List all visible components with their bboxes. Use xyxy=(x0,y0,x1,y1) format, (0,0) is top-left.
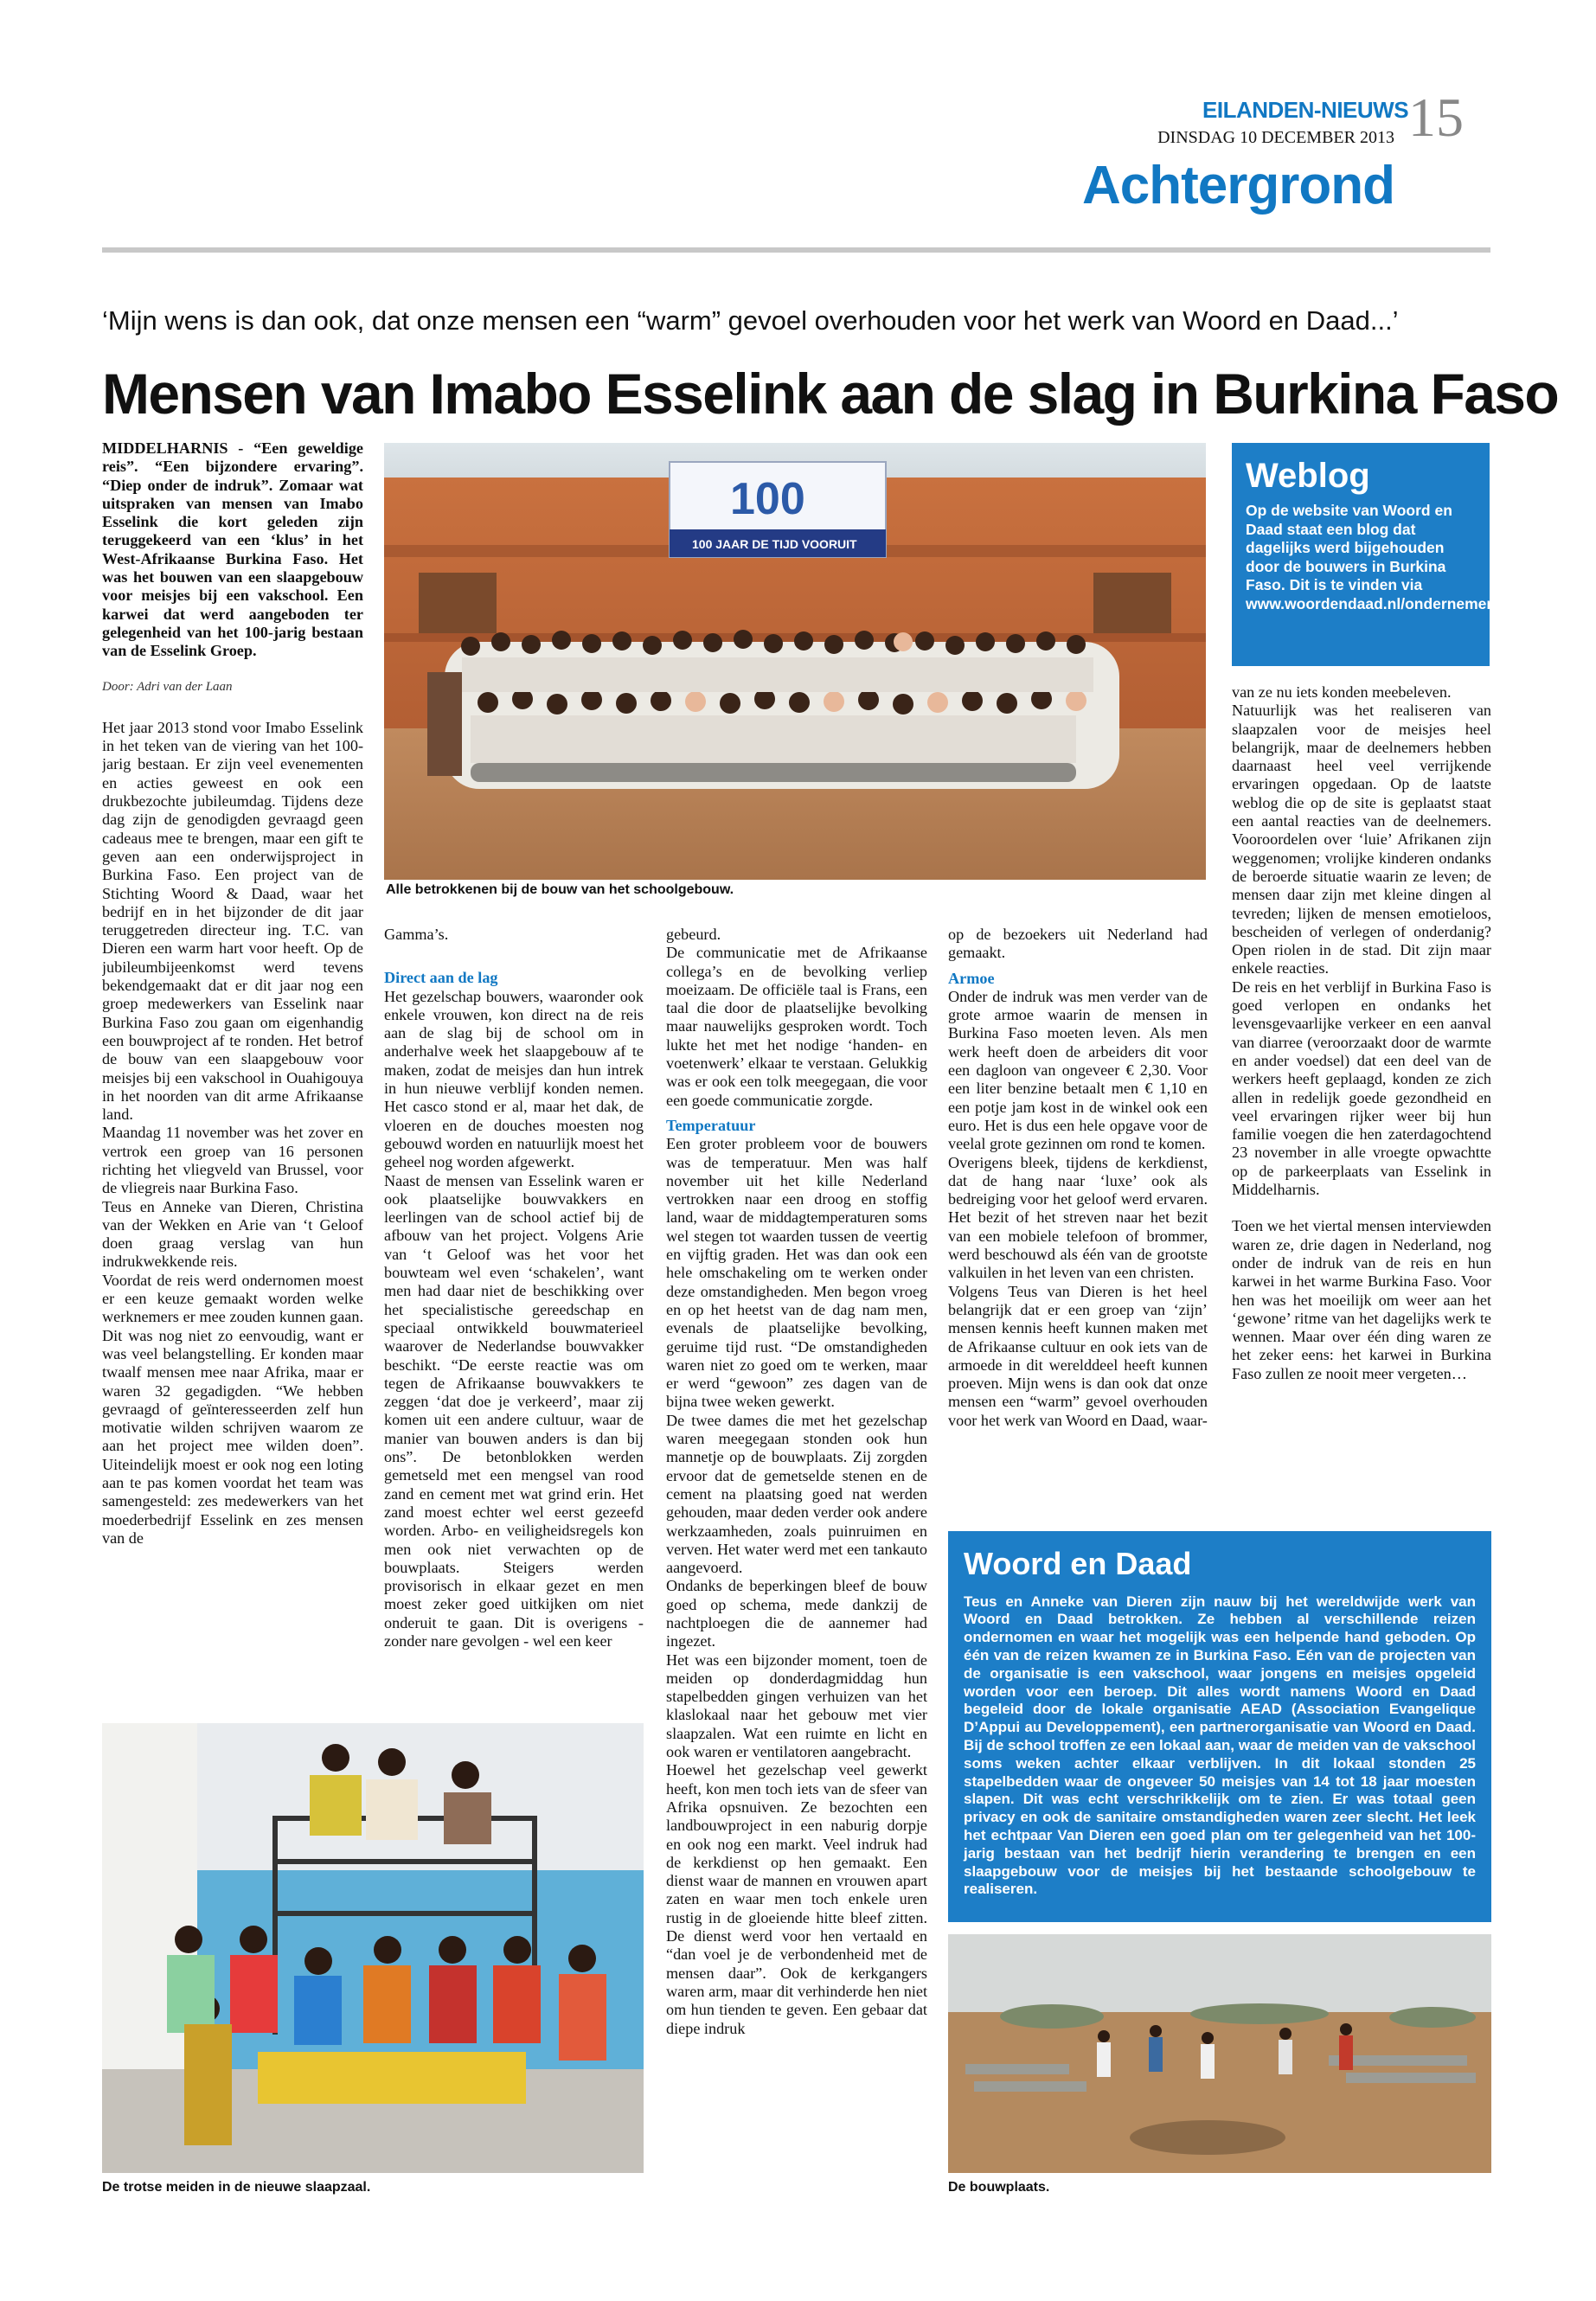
group-photo-caption: Alle betrokkenen bij de bouw van het schoolgebouw. xyxy=(386,882,734,897)
article-column-2 xyxy=(384,926,644,1715)
woord-en-daad-body: Teus en Anneke van Dieren zijn nauw bij het wereldwijde werk van Woord en Daad betrokken. Ze hebben al verschillende reizen ondernomen en waar het mogelijk was een helpende hand geboden. Op één van de reizen kwamen ze in Burkina Faso. Eén van de projecten van de organisatie is een vakschool, waar jongens en meisjes opgeleid worden voor een beroep. Dit alles wordt namens Woord en Daad begeleid door de lokale organisatie AEAD (Association Evangelique D’Appui au Developpement), een partnerorganisatie van Woord en Daad. Bij de school troffen ze een lokaal aan, waar de meiden van de vakschool soms weken achter elkaar verblijven. In dit lokaal stonden 25 stapelbedden waar de ongeveer 50 meisjes van 14 tot 18 jaar moesten slapen. Dit was echt verschrikkelijk om te zien. Er was totaal geen privacy en ook de sanitaire omstandigheden waren zeer slecht. Het leek het echtpaar Van Dieren een goed plan om ter gelegenheid van het 100-jarig bestaan van het bedrijf hierin verandering te brengen en een slaapgebouw voor de meisjes bij het bestaande schoolgebouw te realiseren. xyxy=(964,1593,1476,1898)
paragraph: Maandag 11 november was het zover en vertrok een groep van 16 personen richting het vliegveld van Brussel, voor de vliegreis naar Burkina Faso. xyxy=(102,1124,363,1197)
paragraph: Naast de mensen van Esselink waren er ook plaatselijke bouwvakkers en leerlingen van de school actief bij de afbouw van het project. Volgens Arie van ‘t Geloof was het voor het bouwteam wel even ‘schakelen’, want men had daar niet de beschikking over het specialistische gereedschap en speciaal ontwikkeld bouwmaterieel waarover de Nederlandse bouwvakker beschikt. “De eerste reactie was om tegen de Afrikaanse bouwvakkers te zeggen ‘dat doe je verkeerd’, maar zij komen uit een andere cultuur, waar de manier van bouwen anders is dan bij ons”. De betonblokken werden gemetseld met een mengsel van rood zand en cement met wat grind erin. Het zand moest echter wel eerst gezeefd worden. Arbo- en veiligheidsregels kon men ook niet verwachten op de bouwplaats. Steigers werden provisorisch in elkaar gezet en men moest zeker goed uitkijken om niet onderuit te gaan. Dit is overigens - zonder nare gevolgen - wel een keer xyxy=(384,1171,644,1650)
weblog-title: Weblog xyxy=(1246,457,1370,495)
group-photo-image xyxy=(384,443,1206,880)
girls-photo xyxy=(102,1723,644,2173)
banner-number: 100 xyxy=(730,474,805,524)
article-column-4 xyxy=(948,926,1208,1522)
issue-date: DINSDAG 10 DECEMBER 2013 xyxy=(1157,128,1394,147)
article-headline: Mensen van Imabo Esselink aan de slag in Burkina Faso xyxy=(102,362,1559,426)
header-divider xyxy=(102,247,1490,253)
paragraph: Gamma’s. xyxy=(384,926,449,943)
paragraph: Teus en Anneke van Dieren, Christina van der Wekken en Arie van ‘t Geloof doen graag verslag van hun indrukwekkende reis. xyxy=(102,1197,363,1271)
site-photo xyxy=(948,1934,1491,2173)
banner-text: 100 JAAR DE TIJD VOORUIT xyxy=(692,537,857,551)
paragraph: Onder de indruk was men verder van de grote armoe waarin de mensen in Burkina Faso moeten leven. Als men werk heeft doen de arbeiders dit voor een dagloon van ongeveer € 2,30. Voor een liter benzine betaalt men € 1,10 en een potje jam kost in de winkel ook een euro. Het is dus een hele opgave voor de veelal grote gezinnen om rond te komen. xyxy=(948,987,1208,1153)
pull-quote: ‘Mijn wens is dan ook, dat onze mensen een “warm” gevoel overhouden voor het werk van Woord en Daad...’ xyxy=(102,305,1399,336)
weblog-box xyxy=(1232,443,1546,666)
paragraph: Hoewel het gezelschap veel gewerkt heeft, kon men toch iets van de sfeer van Afrika opsnuiven. Ze bezochten een landbouwproject in een naburig dorpje en ook nog een markt. Veel indruk had de kerkdienst op hen gemaakt. Een dienst waar de mannen en vrouwen apart zaten en waar men toch enkele uren rustig in de gloeiende hitte bleef zitten. De dienst werd voor hen vertaald en “dan voel je de verbondenheid met de mensen daar”. Ook de kerkgangers waren arm, maar dit verhinderde hen niet om hun tienden te geven. Een gebaar dat diepe indruk xyxy=(666,1761,927,2037)
woord-en-daad-title: Woord en Daad xyxy=(964,1546,1192,1581)
paragraph: Overigens bleek, tijdens de kerkdienst, dat de hang naar ‘luxe’ ook als bedreiging voor het geloof werd ervaren. Het bezit of het streven naar het bezit van een mobiele telefoon of brommer, werd beschouwd als één van de grootste valkuilen in het leven van een christen. xyxy=(948,1153,1208,1282)
paragraph: Het was een bijzonder moment, toen de meiden op donderdagmiddag hun stapelbedden gingen verhuizen van het klaslokaal naar het gebouw met vier slaapzalen. Wat een ruimte en licht en ook waren er ventilatoren aangebracht. xyxy=(666,1650,927,1761)
subheading: Armoe xyxy=(948,969,995,987)
paragraph: op de bezoekers uit Nederland had gemaakt. xyxy=(948,926,1208,962)
paragraph: van ze nu iets konden meebeleven. xyxy=(1232,683,1452,701)
group-photo xyxy=(384,443,1206,880)
paragraph: gebeurd. xyxy=(666,926,721,943)
paragraph: Ondanks de beperkingen bleef de bouw goed op schema, mede dankzij de nachtploegen die de aannemer had ingezet. xyxy=(666,1577,927,1650)
site-photo-image xyxy=(948,1934,1491,2173)
paragraph: De reis en het verblijf in Burkina Faso is goed verlopen en ondanks het levensgevaarlijke verkeer en een aanval van diarree (veroorzaakt door de warmte en ander voedsel) dat een deel van de werkers heeft geplaagd, konden ze zich allen in redelijk goede gezondheid en veel ervaringen rijker weer bij hun familie voegen die hen zaterdagochtend 23 november in alle vroegte opwachtte op de parkeerplaats van Esselink in Middelharnis. xyxy=(1232,977,1491,1199)
paragraph: Natuurlijk was het realiseren van slaapzalen voor de meisjes heel belangrijk, maar de deelnemers hebben daarnaast heel veel verrijkende ervaringen opgedaan. Op de laatste weblog die op de site is geplaatst staat een aantal reacties van de deelnemers. Vooroordelen over ‘luie’ Afrikanen zijn weggenomen; vrolijke kinderen ondanks de beroerde situatie waarin ze leven; de mensen daar zijn met kleine dingen al tevreden; lijken de mensen emotieloos, bescheiden of verlegen of onderdanig? Open riolen in de stad. Dit zijn maar enkele reacties. xyxy=(1232,702,1491,977)
byline: Door: Adri van der Laan xyxy=(102,679,233,694)
section-title: Achtergrond xyxy=(1082,156,1394,215)
paragraph: Toen we het viertal mensen interviewden waren ze, drie dagen in Nederland, nog onder de indruk van de reis en hun karwei in het warme Burkina Faso. Voor hen was het moeilijk om weer aan het ‘gewone’ ritme van het dagelijks werk te wennen. Maar over één ding waren ze het zeker eens: het karwei in Burkina Faso zullen ze nooit meer vergeten… xyxy=(1232,1217,1491,1382)
subheading: Temperatuur xyxy=(666,1116,756,1134)
paragraph: Volgens Teus van Dieren is het heel belangrijk dat er een groep van ‘zijn’ mensen kennis heeft kunnen maken met de Afrikaanse cultuur en ook iets van de armoede in dit werelddeel heeft kunnen proeven. Mijn wens is dan ook dat onze mensen een “warm” gevoel overhouden voor het werk van Woord en Daad, waar- xyxy=(948,1282,1208,1429)
subheading: Direct aan de lag xyxy=(384,969,498,987)
paragraph: Het gezelschap bouwers, waaronder ook enkele vrouwen, kon direct na de reis aan de slag bij de school om in anderhalve week het slaapgebouw af te maken, zodat de meisjes dan hun intrek in hun nieuwe verblijf konden nemen. Het casco stond er al, maar het dak, de vloeren en de douches moesten nog gebouwd worden en natuurlijk moest het geheel nog worden afgewerkt. xyxy=(384,987,644,1171)
paragraph: Voordat de reis werd ondernomen moest er een keuze gemaakt worden welke werknemers er mee zouden kunnen gaan. Dit was nog niet zo eenvoudig, want er was veel belangstelling. Er konden maar twaalf mensen mee naar Afrika, maar er waren 32 gegadigden. “We hebben gevraagd of geïnteresseerden zelf hun motivatie wilden schrijven waarom ze aan het project mee wilden doen”. Uiteindelijk moest er ook nog een loting aan te pas komen voordat het team was samengesteld: zes medewerkers van het moederbedrijf Esselink en zes mensen van de xyxy=(102,1271,363,1547)
article-lead: MIDDELHARNIS - “Een geweldige reis”. “Een bijzondere ervaring”. “Diep onder de indruk”. Zomaar wat uitspraken van mensen van Imabo Esselink die kort geleden zijn teruggekeerd van een ‘klus’ in het West-Afrikaanse Burkina Faso. Het was het bouwen van een slaapgebouw voor meisjes bij een vakschool. Een karwei dat werd aangeboden ter gelegenheid van het 100-jarig bestaan van de Esselink Groep. xyxy=(102,439,363,660)
girls-photo-caption: De trotse meiden in de nieuwe slaapzaal. xyxy=(102,2180,371,2195)
girls-photo-image xyxy=(102,1723,644,2173)
masthead: EILANDEN-NIEUWS xyxy=(1202,97,1409,123)
article-column-1 xyxy=(102,439,363,1715)
paragraph: De communicatie met de Afrikaanse collega’s en de bevolking verliep moeizaam. De officiële taal is Frans, een taal die door de plaatselijke bevolking maar nauwelijks gesproken wordt. Toch lukte het met het nodige ‘handen- en voetenwerk’ elkaar te verstaan. Gelukkig was er ook een tolk meegegaan, die voor een goede communicatie zorgde. xyxy=(666,944,927,1109)
paragraph: De twee dames die met het gezelschap waren meegegaan stonden ook hun mannetje op de bouwplaats. Zij zorgden ervoor dat de gemetselde stenen en de cement na plaatsing goed nat werden gehouden, maar deden verder ook andere werkzaamheden, zoals puinruimen en verven. Het water werd met een tankauto aangevoerd. xyxy=(666,1411,927,1577)
article-column-5 xyxy=(1232,683,1491,1527)
group-of-people xyxy=(445,630,1119,789)
weblog-body: Op de website van Woord en Daad staat een blog dat dagelijks werd bijgehouden door de bouwers in Burkina Faso. Dit is te vinden via www.woordendaad.nl/ondernemers/blogs xyxy=(1246,502,1546,612)
paragraph: Een groter probleem voor de bouwers was de temperatuur. Men was half november uit het kille Nederland vertrokken naar een droog en stoffig land, waar de middagtemperaturen soms wel stegen tot waarden tussen de veertig en vijftig graden. Het was dan ook een hele omschakeling om te werken onder deze omstandigheden. Men begon vroeg en op het heetst van de dag nam men, evenals de plaatselijke bevolking, geruime tijd rust. “De omstandigheden waren niet zo goed om te werken, maar er werd “gewoon” zes dagen van de bijna twee weken gewerkt. xyxy=(666,1135,927,1411)
site-photo-caption: De bouwplaats. xyxy=(948,2180,1050,2195)
page-number: 15 xyxy=(1408,87,1464,148)
paragraph: Het jaar 2013 stond voor Imabo Esselink in het teken van de viering van het 100-jarig bestaan. Er zijn veel evenementen en acties geweest en ook een drukbezochte jubileumdag. Tijdens deze dag zijn de genodigden gevraagd geen cadeaus mee te brengen, maar een gift te geven aan een onderwijsproject in Burkina Faso. Een project van de Stichting Woord & Daad, waar het bedrijf en in het bijzonder de dit jaar teruggetreden directeur ing. T.C. van Dieren een warm hart voor heeft. Op de jubileumbijeenkomst werd tevens bekendgemaakt dat er dit jaar nog een groep medewerkers van Esselink naar Burkina Faso zou gaan om eigenhandig een bouwproject af te ronden. Het betrof de bouw van een slaapgebouw voor meisjes bij een vakschool in Ouahigouya in het noorden van dit arme Afrikaanse land. xyxy=(102,718,363,1124)
article-column-3 xyxy=(666,926,927,2204)
woord-en-daad-box xyxy=(948,1531,1491,1922)
